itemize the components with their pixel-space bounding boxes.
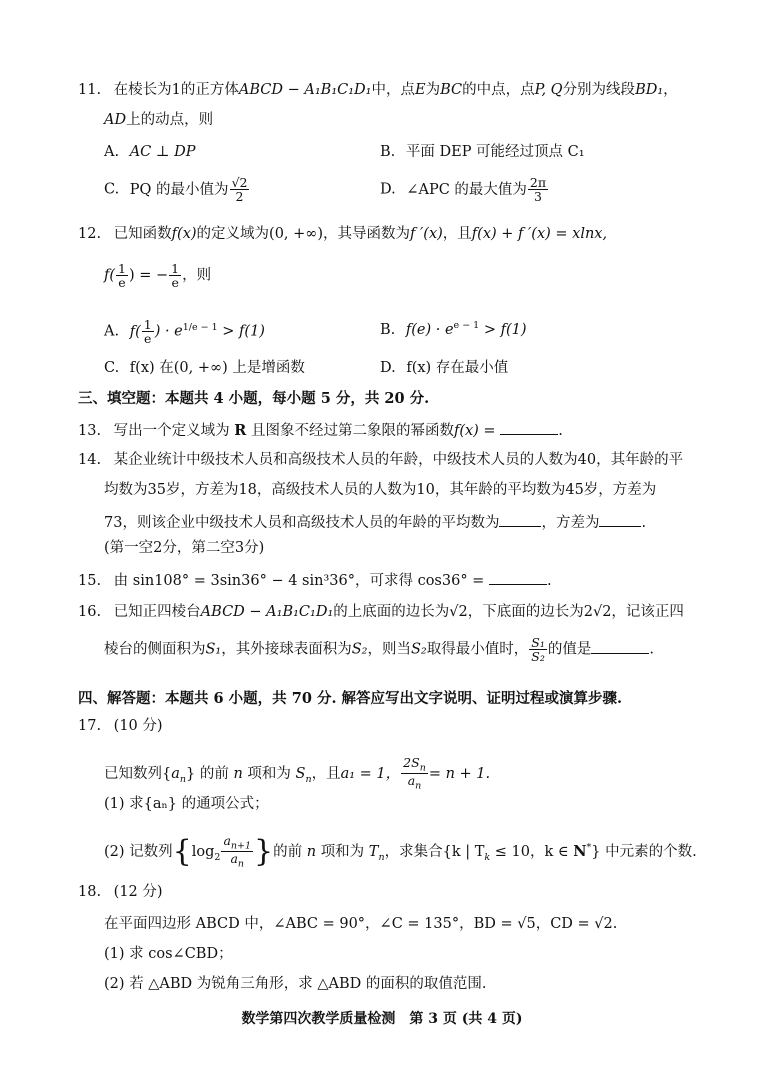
q11-line2 [104,112,213,129]
q17-stem-e: = n + 1. [428,765,491,782]
q16-frustum: ABCD − A₁B₁C₁D₁ [200,604,334,620]
q17-score: (10 分) [113,718,163,734]
q12-opt-a-3: > f(1) [217,323,265,340]
q11-bc: BC [440,82,463,98]
q16-line2-d: 取得最小值时， [426,641,529,658]
q17-stem-c: 项和为 [247,765,291,782]
q11-opt-c-num: √2 [231,175,248,190]
q12-opt-b-label: B. [380,321,396,338]
q16-line2 [104,636,654,663]
q17-stem-d: ，且 [311,765,341,782]
q11-opt-c-fraction [230,176,250,203]
q12-opt-d-text: f(x) 存在最小值 [406,360,509,376]
q17-header [78,718,163,735]
q12-option-c [104,360,305,377]
page-footer: 数学第四次教学质量检测 第 3 页 (共 4 页) [241,1011,523,1027]
q17-part2: (2) 记数列{$\log_2$ $\frac{a_{n+1}}{a_n}$ }的前 n 项和为 $T_n$，求集合{k | $T_k \le 10$，k ∈ N*} 中元素的个数. [104,833,697,870]
q12-eq: f(x) + f ′(x) = xlnx, [471,226,608,242]
q11-option-b [380,144,585,161]
q16-line2-b: ，其外接球表面积为 [221,641,352,658]
q16-s2: S₂ [351,641,368,658]
q16-line2-a: 棱台的侧面积为 [104,641,206,658]
q15-answer-blank[interactable] [489,570,547,585]
q17-frac-num: 2S [403,755,420,770]
q11-opt-c-den: 2 [235,189,244,205]
q12-opt-a-sup: 1/e − 1 [182,321,218,333]
q16-line1-a: 已知正四棱台 [113,604,201,620]
q12-line2 [104,262,211,289]
q15-text: 由 sin108° = 3sin36° − 4 sin³36°，可求得 cos36° = [113,573,485,589]
q17-sn: S [295,765,306,782]
q13-number: 13. [78,423,102,439]
q15-number: 15. [78,573,102,589]
q16-line2-e: 的值是 [547,641,592,658]
section-3-heading: 三、填空题：本题共 4 小题，每小题 5 分，共 20 分. [78,390,430,407]
q14-line2: 均数为35岁，方差为18，高级技术人员的人数为10，其年龄的平均数为45岁，方差为 [104,482,657,498]
q11-stem-a: 在棱长为1的正方体 [113,82,239,98]
q12-opt-c-label: C. [104,360,120,376]
q14-answer-blank-2[interactable] [599,512,641,527]
q17-p2-b: 的前 [273,843,303,860]
q12-stem-c: ，且 [442,226,472,242]
q11-bd1: BD₁ [635,82,664,98]
q12-opt-b-1: f(e) · e [405,321,454,338]
q17-p2-d: ，求集合{k | T [384,843,485,860]
q11-opt-b-label: B. [380,144,396,160]
q12-opt-a-frac [142,318,154,345]
q12-line2-frac1 [116,262,128,289]
q11-opt-d-num: 2π [529,175,547,190]
q17-stem: 已知数列$\{a_n\}$ 的前 n 项和为 $S_n$，且a₁ = 1， $\frac{2S_n}{a_n}$ = n + 1. [104,755,491,792]
q12-line2-c: ，则 [182,267,212,284]
q15 [78,570,552,590]
q11-option-c [104,176,250,203]
q12-line2-b: ) = − [128,267,169,284]
q12-opt-a-frac-num: 1 [143,317,152,332]
q11-ad: AD [104,112,127,128]
q17-tn: T [368,843,379,860]
q13-fx: f(x) = [453,423,496,439]
q11-stem-c: 为 [425,82,441,98]
q17-p2-fraction: $\frac{a_{n+1}}{a_n}$ [223,833,252,870]
q12-line2-frac2-num: 1 [171,261,180,276]
q11-comma: ， [663,82,678,98]
q12-line2-frac1-num: 1 [118,261,126,276]
q17-p2-c: 项和为 [320,843,365,860]
q14-line1-text: 某企业统计中级技术人员和高级技术人员的年龄，中级技术人员的人数为40，其年龄的平 [113,452,684,468]
q12-line2-frac2-den: e [171,275,179,291]
q11-line1 [78,82,678,99]
q16-ratio-den: S₂ [531,649,545,665]
q16-line1 [78,604,684,621]
q11-opt-d-label: D. [380,181,396,198]
q12-line2-a: f( [104,267,116,284]
q18-header [78,884,163,901]
q11-stem-d: 的中点，点 [462,82,535,98]
q11-option-d [380,176,549,203]
q13-end: . [558,423,563,439]
q17-p2-log: log [191,843,215,860]
q11-e: E [415,82,426,98]
q18-score: (12 分) [113,884,163,900]
q15-end: . [546,573,552,589]
q11-option-a [104,144,196,161]
q12-line2-frac1-den: e [118,275,126,291]
q18-number: 18. [78,884,102,900]
q11-opt-d-fraction [528,176,548,203]
q17-an: a [171,765,180,782]
q11-cube: ABCD − A₁B₁C₁D₁ [238,82,372,98]
q13 [78,420,563,440]
q16-ratio-num: S₁ [531,635,545,650]
q14-line3-c: . [641,515,647,531]
q14-answer-blank-1[interactable] [499,512,541,527]
q12-opt-b-sup: e − 1 [453,320,480,331]
q17-fraction: $\frac{2S_n}{a_n}$ [403,755,426,792]
q11-opt-a-text: AC ⊥ DP [129,144,196,160]
q11-opt-d-text: ∠APC 的最大值为 [406,181,527,198]
q17-a1: a₁ = 1， [340,765,401,782]
q12-opt-a-1: f( [129,323,141,340]
q12-line1 [78,226,607,243]
q17-part1: (1) 求{aₙ} 的通项公式； [104,796,269,812]
q12-option-b [380,320,527,339]
q16-ratio-fraction [529,636,547,663]
q12-number: 12. [78,226,102,242]
q16-s1: S₁ [205,641,222,658]
q11-stem-b: 中，点 [371,82,415,98]
q12-option-d [380,360,508,377]
q17-n: n [233,765,243,782]
q18-part2: (2) 若 △ABD 为锐角三角形，求 △ABD 的面积的取值范围. [104,976,487,992]
q18-part1: (1) 求 cos∠CBD； [104,946,233,962]
q11-pq: P, Q [534,82,563,98]
q17-stem-b: } 的前 [186,765,229,782]
q12-opt-a-label: A. [104,323,120,340]
q14-line3 [104,512,646,532]
q11-opt-c-text: PQ 的最小值为 [129,181,229,198]
q11-stem-f: 上的动点，则 [126,112,214,128]
q11-stem-e: 分别为线段 [562,82,636,98]
q11-number: 11. [78,82,102,98]
q12-fx: f(x) [171,226,197,242]
q12-opt-a-2: ) · e [154,323,183,340]
q17-number: 17. [78,718,102,734]
q12-stem-b: 的定义域为(0, +∞)，其导函数为 [196,226,411,242]
q12-opt-a-frac-den: e [144,331,152,347]
q12-option-a [104,318,265,345]
q16-answer-blank[interactable] [591,639,649,654]
q17-p2-a: (2) 记数列 [104,843,173,860]
q17-frac-den: a [407,773,416,789]
q11-opt-c-label: C. [104,181,120,198]
q16-line1-b: 的上底面的边长为√2，下底面的边长为2√2，记该正四 [333,604,684,620]
q13-text: 写出一个定义域为 [113,423,230,439]
q17-p2-n: n [306,843,317,860]
q18-stem: 在平面四边形 ABCD 中，∠ABC = 90°，∠C = 135°，BD = √5，CD = √2. [104,916,618,932]
q12-opt-b-2: > f(1) [479,321,527,338]
q16-line2-c: ，则当 [367,641,411,658]
q17-p2-f: } 中元素的个数. [591,843,697,860]
q16-number: 16. [78,604,102,620]
section-4-heading: 四、解答题：本题共 6 小题，共 70 分. 解答应写出文字说明、证明过程或演算步骤. [78,690,623,707]
q16-end: . [649,641,654,658]
q12-opt-c-text: f(x) 在(0, +∞) 上是增函数 [129,360,305,376]
q14-line1 [78,452,683,469]
q16-s2-again: S₂ [411,641,427,658]
q14-line4: (第一空2分，第二空3分) [104,540,265,556]
q17-stem-a: 已知数列{ [104,765,172,782]
q11-opt-b-text: 平面 DEP 可能经过顶点 C₁ [405,144,585,160]
q13-answer-blank[interactable] [500,420,558,435]
q12-fpx: f ′(x) [410,226,443,242]
q14-number: 14. [78,452,102,468]
q14-line3-a: 73，则该企业中级技术人员和高级技术人员的年龄的平均数为 [104,515,500,531]
q17-p2-e: ≤ 10，k ∈ [490,843,574,860]
q17-n-set: N [573,842,587,860]
q13-r: R [234,422,247,439]
q11-opt-d-den: 3 [534,189,542,205]
q12-stem-a: 已知函数 [113,226,172,242]
q12-opt-d-label: D. [380,360,396,376]
q11-opt-a-label: A. [104,144,120,160]
q13-text2: 且图象不经过第二象限的幂函数 [250,423,454,439]
q12-line2-frac2 [169,262,181,289]
q14-line3-b: ，方差为 [541,515,600,531]
